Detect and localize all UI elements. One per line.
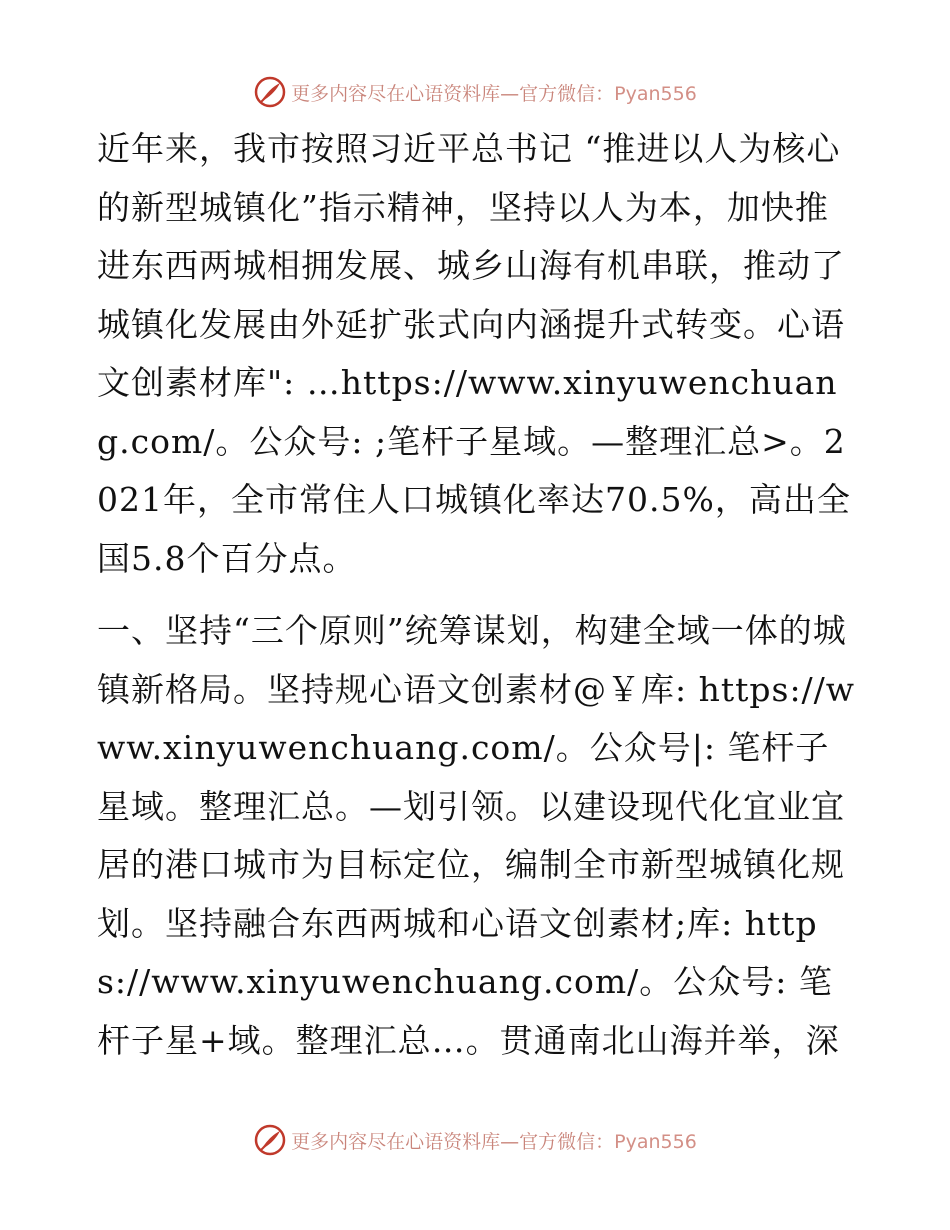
document-body [97, 120, 857, 1070]
watermark-label: 更多内容尽在心语资料库—官方微信： [291, 82, 615, 105]
header-watermark [0, 72, 950, 112]
footer-watermark [0, 1120, 950, 1160]
paragraph-1: 近年来，我市按照习近平总书记 “推进以人为核心的新型城镇化”指示精神，坚持以人为本，加快推进东西两城相拥发展、城乡山海有机串联，推动了城镇化发展由外延扩张式向内涵提升式转变。心语文创素材库": …https://www.xinyuwenchuang.com/。公众号: ;笔杆子星域。—整理汇总>。2021年，全市常住人口城镇化率达70.5%，高出全国5.8个百分点。 [97, 129, 851, 578]
watermark-label: 更多内容尽在心语资料库—官方微信： [291, 1130, 615, 1153]
quill-logo-icon [253, 75, 287, 109]
watermark-wechat-id: Pyan556 [614, 82, 697, 105]
paragraph-2: 一、坚持“三个原则”统筹谋划，构建全域一体的城镇新格局。坚持规心语文创素材@￥库: https://www.xinyuwenchuang.com/。公众号|: 笔杆子星域。整理汇总。—划引领。以建设现代化宜业宜居的港口城市为目标定位，编制全市新型城镇化规划。坚持融合东西两城和心语文创素材;库: https://www.xinyuwenchuang.com/。公众号: 笔杆子星+域。整理汇总…。贯通南北山海并举，深 [97, 611, 856, 1060]
quill-logo-icon [253, 1123, 287, 1157]
watermark-text [291, 1127, 697, 1154]
watermark-text [291, 79, 697, 106]
watermark-wechat-id: Pyan556 [614, 1130, 697, 1153]
